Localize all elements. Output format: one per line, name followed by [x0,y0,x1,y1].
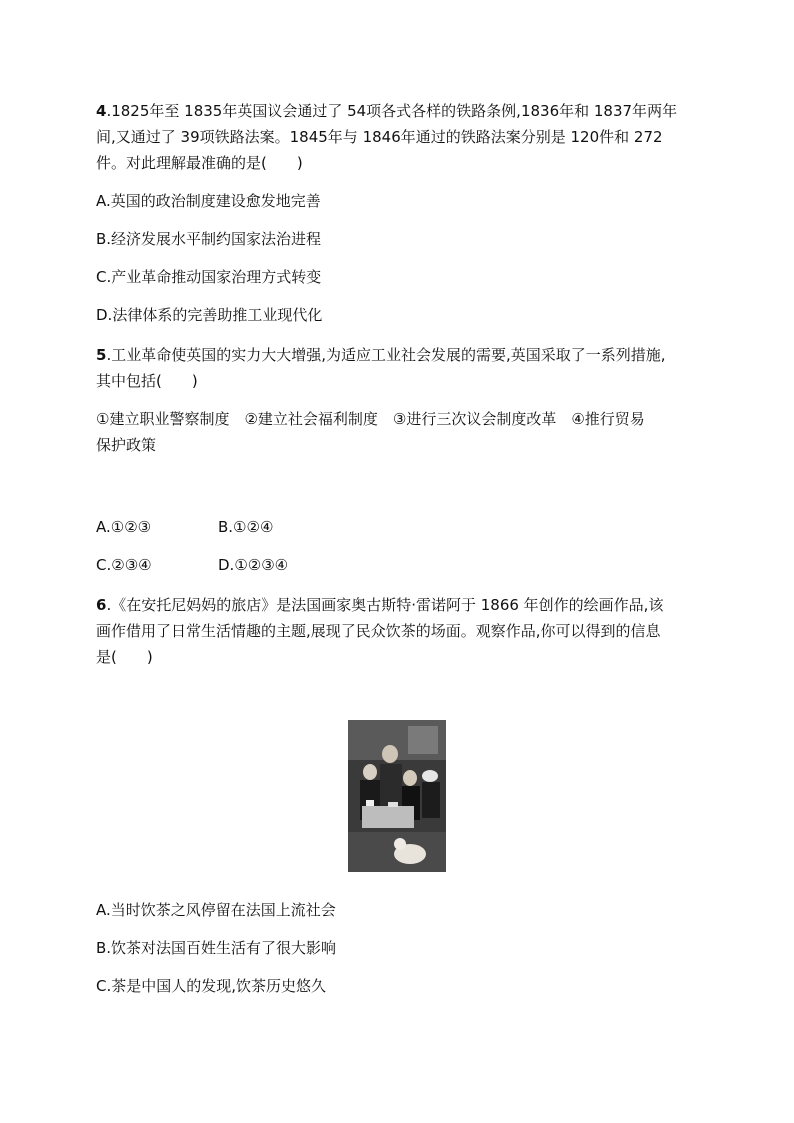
question-5-stem-line-1: 5.工业革命使英国的实力大大增强,为适应工业社会发展的需要,英国采取了一系列措施, [96,346,666,364]
question-6-stem-line-3: 是( ) [96,648,153,666]
question-6 [96,592,706,670]
question-4-option-c: C.产业革命推动国家治理方式转变 [96,268,322,286]
question-5-stem-line-2: 其中包括( ) [96,372,198,390]
question-5-option-d: D.①②③④ [218,556,289,574]
question-6-stem-line-1: 6.《在安托尼妈妈的旅店》是法国画家奥古斯特·雷诺阿于 1866 年创作的绘画作品,该 [96,596,664,614]
question-6-option-b: B.饮茶对法国百姓生活有了很大影响 [96,939,337,957]
painting-illustration [348,720,446,872]
question-5-items-line-1: ①建立职业警察制度 ②建立社会福利制度 ③进行三次议会制度改革 ④推行贸易 [96,410,645,428]
question-5-options-row-2 [96,552,706,578]
question-4-stem-line-1: 4.1825年至 1835年英国议会通过了 54项各式各样的铁路条例,1836年和 1837年两年 [96,102,678,120]
question-6-option-a: A.当时饮茶之风停留在法国上流社会 [96,901,336,919]
question-6-stem-line-2: 画作借用了日常生活情趣的主题,展现了民众饮茶的场面。观察作品,你可以得到的信息 [96,622,661,640]
question-6-number: 6 [96,596,107,614]
question-4-number: 4 [96,102,107,120]
question-5-options-row-1 [96,514,706,540]
question-5-option-b: B.①②④ [218,518,274,536]
question-5 [96,342,706,578]
question-5-items-line-2: 保护政策 [96,436,157,454]
question-4 [96,98,706,328]
question-5-option-c: C.②③④ [96,556,152,574]
question-4-stem-line-2: 间,又通过了 39项铁路法案。1845年与 1846年通过的铁路法案分别是 120件和 272 [96,128,663,146]
question-6-options [96,897,706,999]
question-6-option-c: C.茶是中国人的发现,饮茶历史悠久 [96,977,327,995]
question-5-number: 5 [96,346,107,364]
painting-image [348,720,446,872]
question-4-option-d: D.法律体系的完善助推工业现代化 [96,306,323,324]
question-5-option-a: A.①②③ [96,518,152,536]
document-page [96,98,706,670]
question-4-option-b: B.经济发展水平制约国家法治进程 [96,230,322,248]
question-4-option-a: A.英国的政治制度建设愈发地完善 [96,192,321,210]
question-4-stem-line-3: 件。对此理解最准确的是( ) [96,154,303,172]
